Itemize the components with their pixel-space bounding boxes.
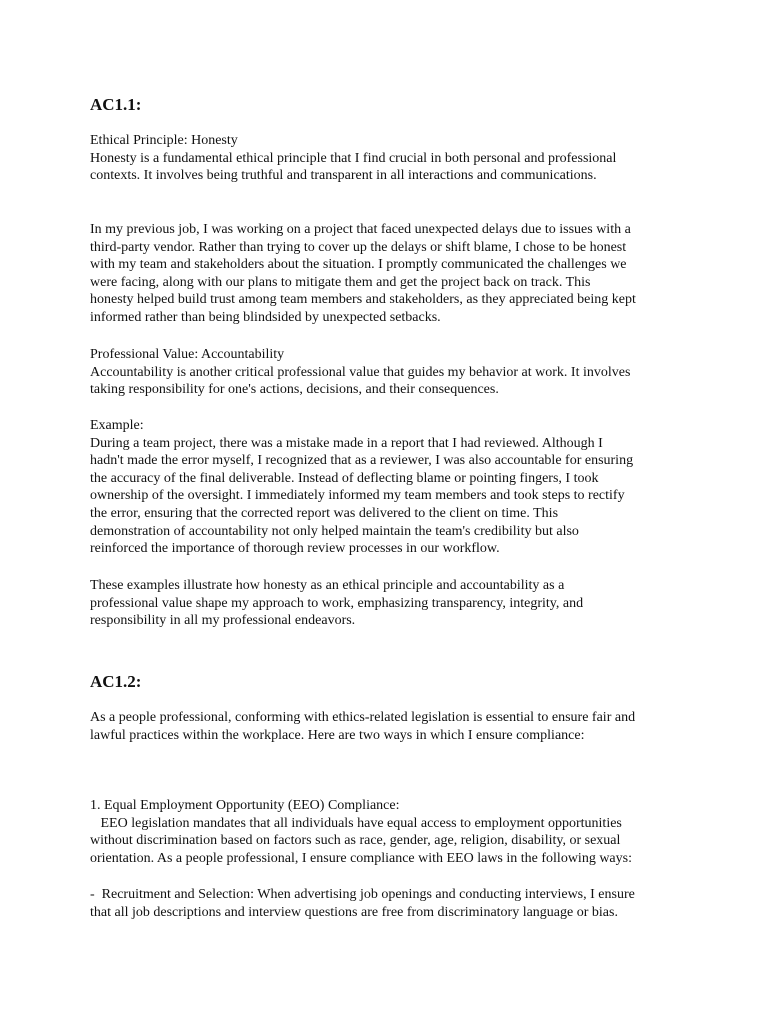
paragraph-ethical-principle <box>90 132 690 185</box>
text-line: reinforced the importance of thorough review processes in our workflow. <box>90 541 500 557</box>
paragraph-professional-value <box>90 346 690 399</box>
section-heading-ac1-1: AC1.1: <box>90 95 142 114</box>
paragraph-legislation-intro <box>90 709 690 744</box>
text-line: As a people professional, conforming with ethics-related legislation is essential to ensure fair and <box>90 710 636 725</box>
text-line: orientation. As a people professional, I ensure compliance with EEO laws in the following ways: <box>90 850 632 866</box>
text-line: ownership of the oversight. I immediately informed my team members and took steps to rectify <box>90 488 625 504</box>
text-line: - Recruitment and Selection: When advertising job openings and conducting interviews, I ensure <box>90 887 635 902</box>
text-line: Example: <box>90 418 144 433</box>
paragraph-accountability-example <box>90 417 690 558</box>
paragraph-recruitment <box>90 886 690 921</box>
text-line: Ethical Principle: Honesty <box>90 133 238 148</box>
text-line: without discrimination based on factors such as race, gender, age, religion, disability, or sexual <box>90 833 621 849</box>
text-line: demonstration of accountability not only helped maintain the team's credibility but also <box>90 523 579 539</box>
text-line: that all job descriptions and interview questions are free from discriminatory language or bias. <box>90 904 618 920</box>
text-line: lawful practices within the workplace. Here are two ways in which I ensure compliance: <box>90 727 585 743</box>
text-line: taking responsibility for one's actions, decisions, and their consequences. <box>90 382 499 398</box>
text-line: responsibility in all my professional endeavors. <box>90 613 356 629</box>
text-line: with my team and stakeholders about the situation. I promptly communicated the challenges we <box>90 257 627 273</box>
paragraph-eeo-compliance <box>90 797 690 867</box>
text-line: the accuracy of the final deliverable. Instead of deflecting blame or pointing fingers, I took <box>90 470 599 486</box>
text-line: During a team project, there was a mistake made in a report that I had reviewed. Although I <box>90 435 603 451</box>
section-heading-ac1-2: AC1.2: <box>90 672 142 691</box>
text-line: third-party vendor. Rather than trying to cover up the delays or shift blame, I chose to be honest <box>90 239 627 255</box>
paragraph-honesty-example <box>90 221 690 327</box>
text-line: These examples illustrate how honesty as an ethical principle and accountability as a <box>90 578 565 593</box>
text-line: Professional Value: Accountability <box>90 347 285 362</box>
text-line: Honesty is a fundamental ethical principle that I find crucial in both personal and professional <box>90 150 617 166</box>
text-line: the error, ensuring that the corrected report was delivered to the client on time. This <box>90 505 559 521</box>
text-line: Accountability is another critical professional value that guides my behavior at work. It involves <box>90 364 631 380</box>
text-line: professional value shape my approach to work, emphasizing transparency, integrity, and <box>90 595 584 611</box>
text-line: In my previous job, I was working on a project that faced unexpected delays due to issues with a <box>90 222 631 237</box>
text-line: 1. Equal Employment Opportunity (EEO) Compliance: <box>90 798 400 813</box>
text-line: EEO legislation mandates that all individuals have equal access to employment opportunities <box>90 815 622 831</box>
text-line: hadn't made the error myself, I recognized that as a reviewer, I was also accountable for ensuring <box>90 453 634 469</box>
text-line: honesty helped build trust among team members and stakeholders, as they appreciated being kept <box>90 292 636 308</box>
text-line: were facing, along with our plans to mitigate them and get the project back on track. This <box>90 274 591 290</box>
text-line: contexts. It involves being truthful and transparent in all interactions and communications. <box>90 168 597 184</box>
paragraph-summary <box>90 577 690 630</box>
text-line: informed rather than being blindsided by unexpected setbacks. <box>90 309 441 325</box>
